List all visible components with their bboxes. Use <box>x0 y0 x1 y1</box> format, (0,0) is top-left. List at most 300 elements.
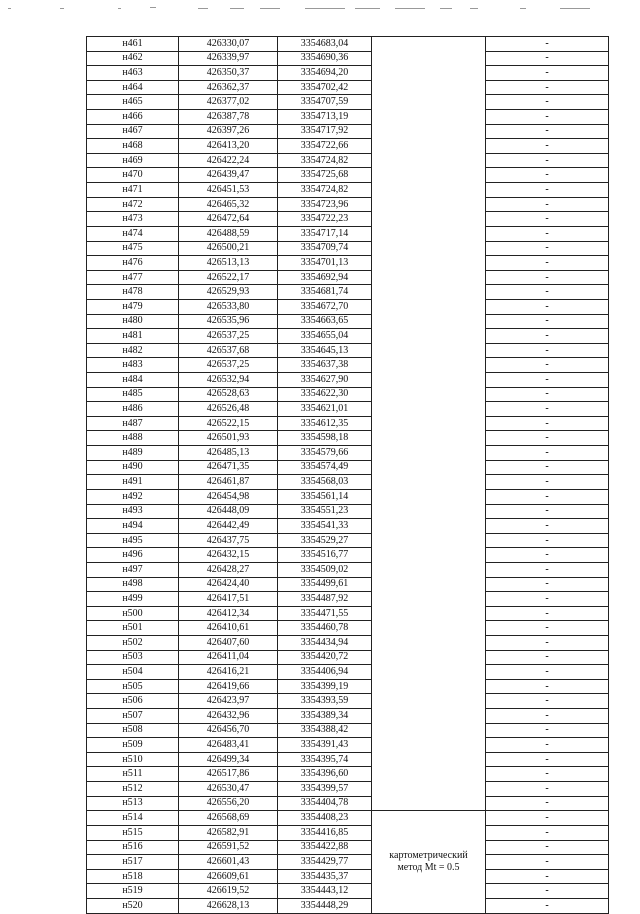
table-row <box>87 767 609 782</box>
x-coordinate-cell: 426465,32 <box>179 197 278 212</box>
point-name-cell: н475 <box>87 241 179 256</box>
y-coordinate-cell: 3354393,59 <box>278 694 372 709</box>
point-name-cell: н463 <box>87 66 179 81</box>
y-coordinate-cell: 3354434,94 <box>278 635 372 650</box>
x-coordinate-cell: 426537,68 <box>179 343 278 358</box>
table-row <box>87 402 609 417</box>
y-coordinate-cell: 3354448,29 <box>278 898 372 913</box>
accuracy-text: метод Mt = 0.5 <box>397 861 460 873</box>
x-coordinate-cell: 426471,35 <box>179 460 278 475</box>
table-row <box>87 635 609 650</box>
x-coordinate-cell: 426537,25 <box>179 358 278 373</box>
table-row <box>87 197 609 212</box>
x-coordinate-cell: 426397,26 <box>179 124 278 139</box>
y-coordinate-cell: 3354663,65 <box>278 314 372 329</box>
table-row <box>87 665 609 680</box>
table-row <box>87 80 609 95</box>
error-cell: - <box>486 387 609 402</box>
y-coordinate-cell: 3354561,14 <box>278 489 372 504</box>
table-row <box>87 285 609 300</box>
point-name-cell: н515 <box>87 825 179 840</box>
table-row <box>87 548 609 563</box>
x-coordinate-cell: 426428,27 <box>179 562 278 577</box>
point-name-cell: н497 <box>87 562 179 577</box>
error-cell: - <box>486 373 609 388</box>
point-name-cell: н462 <box>87 51 179 66</box>
point-name-cell: н483 <box>87 358 179 373</box>
x-coordinate-cell: 426582,91 <box>179 825 278 840</box>
point-name-cell: н495 <box>87 533 179 548</box>
table-row <box>87 738 609 753</box>
table-row <box>87 314 609 329</box>
error-cell: - <box>486 898 609 913</box>
error-cell: - <box>486 694 609 709</box>
point-name-cell: н478 <box>87 285 179 300</box>
y-coordinate-cell: 3354645,13 <box>278 343 372 358</box>
point-name-cell: н513 <box>87 796 179 811</box>
x-coordinate-cell: 426387,78 <box>179 110 278 125</box>
y-coordinate-cell: 3354471,55 <box>278 606 372 621</box>
point-name-cell: н504 <box>87 665 179 680</box>
point-name-cell: н467 <box>87 124 179 139</box>
x-coordinate-cell: 426609,61 <box>179 869 278 884</box>
error-cell: - <box>486 562 609 577</box>
error-cell: - <box>486 577 609 592</box>
y-coordinate-cell: 3354694,20 <box>278 66 372 81</box>
y-coordinate-cell: 3354406,94 <box>278 665 372 680</box>
error-cell: - <box>486 110 609 125</box>
point-name-cell: н517 <box>87 855 179 870</box>
x-coordinate-cell: 426526,48 <box>179 402 278 417</box>
x-coordinate-cell: 426412,34 <box>179 606 278 621</box>
point-name-cell: н505 <box>87 679 179 694</box>
y-coordinate-cell: 3354692,94 <box>278 270 372 285</box>
x-coordinate-cell: 426442,49 <box>179 519 278 534</box>
y-coordinate-cell: 3354709,74 <box>278 241 372 256</box>
y-coordinate-cell: 3354396,60 <box>278 767 372 782</box>
table-row <box>87 212 609 227</box>
x-coordinate-cell: 426485,13 <box>179 446 278 461</box>
y-coordinate-cell: 3354388,42 <box>278 723 372 738</box>
error-cell: - <box>486 285 609 300</box>
table-row <box>87 373 609 388</box>
error-cell: - <box>486 782 609 797</box>
x-coordinate-cell: 426362,37 <box>179 80 278 95</box>
x-coordinate-cell: 426461,87 <box>179 475 278 490</box>
x-coordinate-cell: 426537,25 <box>179 329 278 344</box>
x-coordinate-cell: 426432,15 <box>179 548 278 563</box>
y-coordinate-cell: 3354598,18 <box>278 431 372 446</box>
table-row <box>87 460 609 475</box>
x-coordinate-cell: 426528,63 <box>179 387 278 402</box>
point-name-cell: н514 <box>87 811 179 826</box>
table-row <box>87 825 609 840</box>
x-coordinate-cell: 426483,41 <box>179 738 278 753</box>
point-name-cell: н481 <box>87 329 179 344</box>
error-cell: - <box>486 796 609 811</box>
y-coordinate-cell: 3354574,49 <box>278 460 372 475</box>
error-cell: - <box>486 197 609 212</box>
x-coordinate-cell: 426330,07 <box>179 37 278 52</box>
y-coordinate-cell: 3354681,74 <box>278 285 372 300</box>
point-name-cell: н479 <box>87 299 179 314</box>
point-name-cell: н501 <box>87 621 179 636</box>
table-row <box>87 606 609 621</box>
error-cell: - <box>486 343 609 358</box>
y-coordinate-cell: 3354713,19 <box>278 110 372 125</box>
x-coordinate-cell: 426377,02 <box>179 95 278 110</box>
point-name-cell: н465 <box>87 95 179 110</box>
y-coordinate-cell: 3354395,74 <box>278 752 372 767</box>
point-name-cell: н489 <box>87 446 179 461</box>
x-coordinate-cell: 426437,75 <box>179 533 278 548</box>
table-row <box>87 855 609 870</box>
point-name-cell: н500 <box>87 606 179 621</box>
point-name-cell: н466 <box>87 110 179 125</box>
x-coordinate-cell: 426456,70 <box>179 723 278 738</box>
point-name-cell: н482 <box>87 343 179 358</box>
method-cell-empty <box>372 37 486 811</box>
error-cell: - <box>486 256 609 271</box>
x-coordinate-cell: 426422,24 <box>179 153 278 168</box>
table-row <box>87 168 609 183</box>
y-coordinate-cell: 3354723,96 <box>278 197 372 212</box>
table-row <box>87 66 609 81</box>
point-name-cell: н499 <box>87 592 179 607</box>
error-cell: - <box>486 548 609 563</box>
x-coordinate-cell: 426501,93 <box>179 431 278 446</box>
table-row <box>87 183 609 198</box>
table-row <box>87 270 609 285</box>
y-coordinate-cell: 3354724,82 <box>278 153 372 168</box>
point-name-cell: н492 <box>87 489 179 504</box>
point-name-cell: н511 <box>87 767 179 782</box>
table-row <box>87 489 609 504</box>
point-name-cell: н488 <box>87 431 179 446</box>
point-name-cell: н476 <box>87 256 179 271</box>
x-coordinate-cell: 426535,96 <box>179 314 278 329</box>
point-name-cell: н461 <box>87 37 179 52</box>
error-cell: - <box>486 665 609 680</box>
table-row <box>87 840 609 855</box>
y-coordinate-cell: 3354408,23 <box>278 811 372 826</box>
point-name-cell: н473 <box>87 212 179 227</box>
error-cell: - <box>486 446 609 461</box>
table-row <box>87 796 609 811</box>
error-cell: - <box>486 811 609 826</box>
x-coordinate-cell: 426530,47 <box>179 782 278 797</box>
table-row <box>87 51 609 66</box>
x-coordinate-cell: 426448,09 <box>179 504 278 519</box>
error-cell: - <box>486 431 609 446</box>
table-row <box>87 299 609 314</box>
table-row <box>87 898 609 913</box>
error-cell: - <box>486 153 609 168</box>
y-coordinate-cell: 3354672,70 <box>278 299 372 314</box>
x-coordinate-cell: 426601,43 <box>179 855 278 870</box>
table-row <box>87 95 609 110</box>
y-coordinate-cell: 3354612,35 <box>278 416 372 431</box>
x-coordinate-cell: 426472,64 <box>179 212 278 227</box>
y-coordinate-cell: 3354717,92 <box>278 124 372 139</box>
y-coordinate-cell: 3354722,23 <box>278 212 372 227</box>
error-cell: - <box>486 519 609 534</box>
y-coordinate-cell: 3354551,23 <box>278 504 372 519</box>
y-coordinate-cell: 3354568,03 <box>278 475 372 490</box>
error-cell: - <box>486 212 609 227</box>
table-row <box>87 241 609 256</box>
x-coordinate-cell: 426628,13 <box>179 898 278 913</box>
x-coordinate-cell: 426350,37 <box>179 66 278 81</box>
method-text: картометрический <box>389 849 468 861</box>
point-name-cell: н485 <box>87 387 179 402</box>
x-coordinate-cell: 426451,53 <box>179 183 278 198</box>
y-coordinate-cell: 3354487,92 <box>278 592 372 607</box>
error-cell: - <box>486 51 609 66</box>
x-coordinate-cell: 426488,59 <box>179 226 278 241</box>
x-coordinate-cell: 426339,97 <box>179 51 278 66</box>
error-cell: - <box>486 416 609 431</box>
error-cell: - <box>486 66 609 81</box>
point-name-cell: н508 <box>87 723 179 738</box>
point-name-cell: н490 <box>87 460 179 475</box>
y-coordinate-cell: 3354509,02 <box>278 562 372 577</box>
y-coordinate-cell: 3354707,59 <box>278 95 372 110</box>
point-name-cell: н468 <box>87 139 179 154</box>
y-coordinate-cell: 3354655,04 <box>278 329 372 344</box>
table-row <box>87 139 609 154</box>
y-coordinate-cell: 3354399,57 <box>278 782 372 797</box>
y-coordinate-cell: 3354683,04 <box>278 37 372 52</box>
point-name-cell: н503 <box>87 650 179 665</box>
table-row <box>87 811 609 826</box>
error-cell: - <box>486 80 609 95</box>
point-name-cell: н487 <box>87 416 179 431</box>
x-coordinate-cell: 426568,69 <box>179 811 278 826</box>
x-coordinate-cell: 426410,61 <box>179 621 278 636</box>
x-coordinate-cell: 426499,34 <box>179 752 278 767</box>
x-coordinate-cell: 426522,15 <box>179 416 278 431</box>
coordinates-table <box>86 36 609 914</box>
error-cell: - <box>486 767 609 782</box>
x-coordinate-cell: 426416,21 <box>179 665 278 680</box>
error-cell: - <box>486 504 609 519</box>
error-cell: - <box>486 402 609 417</box>
x-coordinate-cell: 426619,52 <box>179 884 278 899</box>
table-row <box>87 329 609 344</box>
error-cell: - <box>486 270 609 285</box>
x-coordinate-cell: 426513,13 <box>179 256 278 271</box>
error-cell: - <box>486 95 609 110</box>
table-row <box>87 358 609 373</box>
error-cell: - <box>486 139 609 154</box>
point-name-cell: н519 <box>87 884 179 899</box>
table-row <box>87 504 609 519</box>
error-cell: - <box>486 168 609 183</box>
y-coordinate-cell: 3354621,01 <box>278 402 372 417</box>
table-row <box>87 650 609 665</box>
table-row <box>87 110 609 125</box>
y-coordinate-cell: 3354429,77 <box>278 855 372 870</box>
error-cell: - <box>486 679 609 694</box>
error-cell: - <box>486 124 609 139</box>
table-row <box>87 694 609 709</box>
point-name-cell: н477 <box>87 270 179 285</box>
method-cell <box>372 811 486 913</box>
table-row <box>87 562 609 577</box>
y-coordinate-cell: 3354499,61 <box>278 577 372 592</box>
table-row <box>87 533 609 548</box>
error-cell: - <box>486 738 609 753</box>
error-cell: - <box>486 840 609 855</box>
x-coordinate-cell: 426591,52 <box>179 840 278 855</box>
table-row <box>87 226 609 241</box>
error-cell: - <box>486 592 609 607</box>
y-coordinate-cell: 3354460,78 <box>278 621 372 636</box>
point-name-cell: н516 <box>87 840 179 855</box>
point-name-cell: н472 <box>87 197 179 212</box>
y-coordinate-cell: 3354725,68 <box>278 168 372 183</box>
table-row <box>87 256 609 271</box>
point-name-cell: н520 <box>87 898 179 913</box>
point-name-cell: н502 <box>87 635 179 650</box>
error-cell: - <box>486 709 609 724</box>
error-cell: - <box>486 329 609 344</box>
error-cell: - <box>486 825 609 840</box>
error-cell: - <box>486 37 609 52</box>
x-coordinate-cell: 426556,20 <box>179 796 278 811</box>
table-row <box>87 752 609 767</box>
error-cell: - <box>486 606 609 621</box>
point-name-cell: н493 <box>87 504 179 519</box>
y-coordinate-cell: 3354443,12 <box>278 884 372 899</box>
y-coordinate-cell: 3354622,30 <box>278 387 372 402</box>
x-coordinate-cell: 426413,20 <box>179 139 278 154</box>
x-coordinate-cell: 426419,66 <box>179 679 278 694</box>
point-name-cell: н469 <box>87 153 179 168</box>
error-cell: - <box>486 635 609 650</box>
table-row <box>87 869 609 884</box>
y-coordinate-cell: 3354717,14 <box>278 226 372 241</box>
table-row <box>87 519 609 534</box>
point-name-cell: н512 <box>87 782 179 797</box>
x-coordinate-cell: 426432,96 <box>179 709 278 724</box>
y-coordinate-cell: 3354420,72 <box>278 650 372 665</box>
table-row <box>87 679 609 694</box>
point-name-cell: н494 <box>87 519 179 534</box>
x-coordinate-cell: 426411,04 <box>179 650 278 665</box>
error-cell: - <box>486 460 609 475</box>
table-row <box>87 782 609 797</box>
table-row <box>87 723 609 738</box>
y-coordinate-cell: 3354627,90 <box>278 373 372 388</box>
error-cell: - <box>486 226 609 241</box>
point-name-cell: н474 <box>87 226 179 241</box>
table-row <box>87 577 609 592</box>
point-name-cell: н510 <box>87 752 179 767</box>
error-cell: - <box>486 183 609 198</box>
y-coordinate-cell: 3354637,38 <box>278 358 372 373</box>
y-coordinate-cell: 3354724,82 <box>278 183 372 198</box>
x-coordinate-cell: 426517,86 <box>179 767 278 782</box>
point-name-cell: н464 <box>87 80 179 95</box>
table-row <box>87 416 609 431</box>
error-cell: - <box>486 884 609 899</box>
y-coordinate-cell: 3354516,77 <box>278 548 372 563</box>
table-row <box>87 37 609 52</box>
error-cell: - <box>486 621 609 636</box>
error-cell: - <box>486 855 609 870</box>
x-coordinate-cell: 426454,98 <box>179 489 278 504</box>
table-row <box>87 475 609 490</box>
error-cell: - <box>486 723 609 738</box>
error-cell: - <box>486 314 609 329</box>
error-cell: - <box>486 752 609 767</box>
point-name-cell: н470 <box>87 168 179 183</box>
error-cell: - <box>486 241 609 256</box>
x-coordinate-cell: 426424,40 <box>179 577 278 592</box>
table-row <box>87 387 609 402</box>
point-name-cell: н509 <box>87 738 179 753</box>
point-name-cell: н507 <box>87 709 179 724</box>
y-coordinate-cell: 3354702,42 <box>278 80 372 95</box>
table-row <box>87 124 609 139</box>
x-coordinate-cell: 426500,21 <box>179 241 278 256</box>
point-name-cell: н491 <box>87 475 179 490</box>
point-name-cell: н471 <box>87 183 179 198</box>
error-cell: - <box>486 650 609 665</box>
scan-noise-top <box>0 0 640 20</box>
x-coordinate-cell: 426417,51 <box>179 592 278 607</box>
x-coordinate-cell: 426533,80 <box>179 299 278 314</box>
point-name-cell: н518 <box>87 869 179 884</box>
y-coordinate-cell: 3354541,33 <box>278 519 372 534</box>
table-row <box>87 621 609 636</box>
error-cell: - <box>486 358 609 373</box>
point-name-cell: н506 <box>87 694 179 709</box>
y-coordinate-cell: 3354416,85 <box>278 825 372 840</box>
table-row <box>87 446 609 461</box>
point-name-cell: н484 <box>87 373 179 388</box>
point-name-cell: н486 <box>87 402 179 417</box>
x-coordinate-cell: 426532,94 <box>179 373 278 388</box>
y-coordinate-cell: 3354399,19 <box>278 679 372 694</box>
x-coordinate-cell: 426423,97 <box>179 694 278 709</box>
point-name-cell: н480 <box>87 314 179 329</box>
y-coordinate-cell: 3354579,66 <box>278 446 372 461</box>
table-row <box>87 709 609 724</box>
y-coordinate-cell: 3354701,13 <box>278 256 372 271</box>
y-coordinate-cell: 3354391,43 <box>278 738 372 753</box>
table-row <box>87 431 609 446</box>
y-coordinate-cell: 3354529,27 <box>278 533 372 548</box>
table-row <box>87 343 609 358</box>
y-coordinate-cell: 3354404,78 <box>278 796 372 811</box>
y-coordinate-cell: 3354389,34 <box>278 709 372 724</box>
point-name-cell: н498 <box>87 577 179 592</box>
coordinates-table-body <box>87 37 609 914</box>
error-cell: - <box>486 489 609 504</box>
y-coordinate-cell: 3354422,88 <box>278 840 372 855</box>
table-row <box>87 592 609 607</box>
y-coordinate-cell: 3354435,37 <box>278 869 372 884</box>
error-cell: - <box>486 533 609 548</box>
x-coordinate-cell: 426407,60 <box>179 635 278 650</box>
error-cell: - <box>486 475 609 490</box>
x-coordinate-cell: 426439,47 <box>179 168 278 183</box>
point-name-cell: н496 <box>87 548 179 563</box>
y-coordinate-cell: 3354722,66 <box>278 139 372 154</box>
